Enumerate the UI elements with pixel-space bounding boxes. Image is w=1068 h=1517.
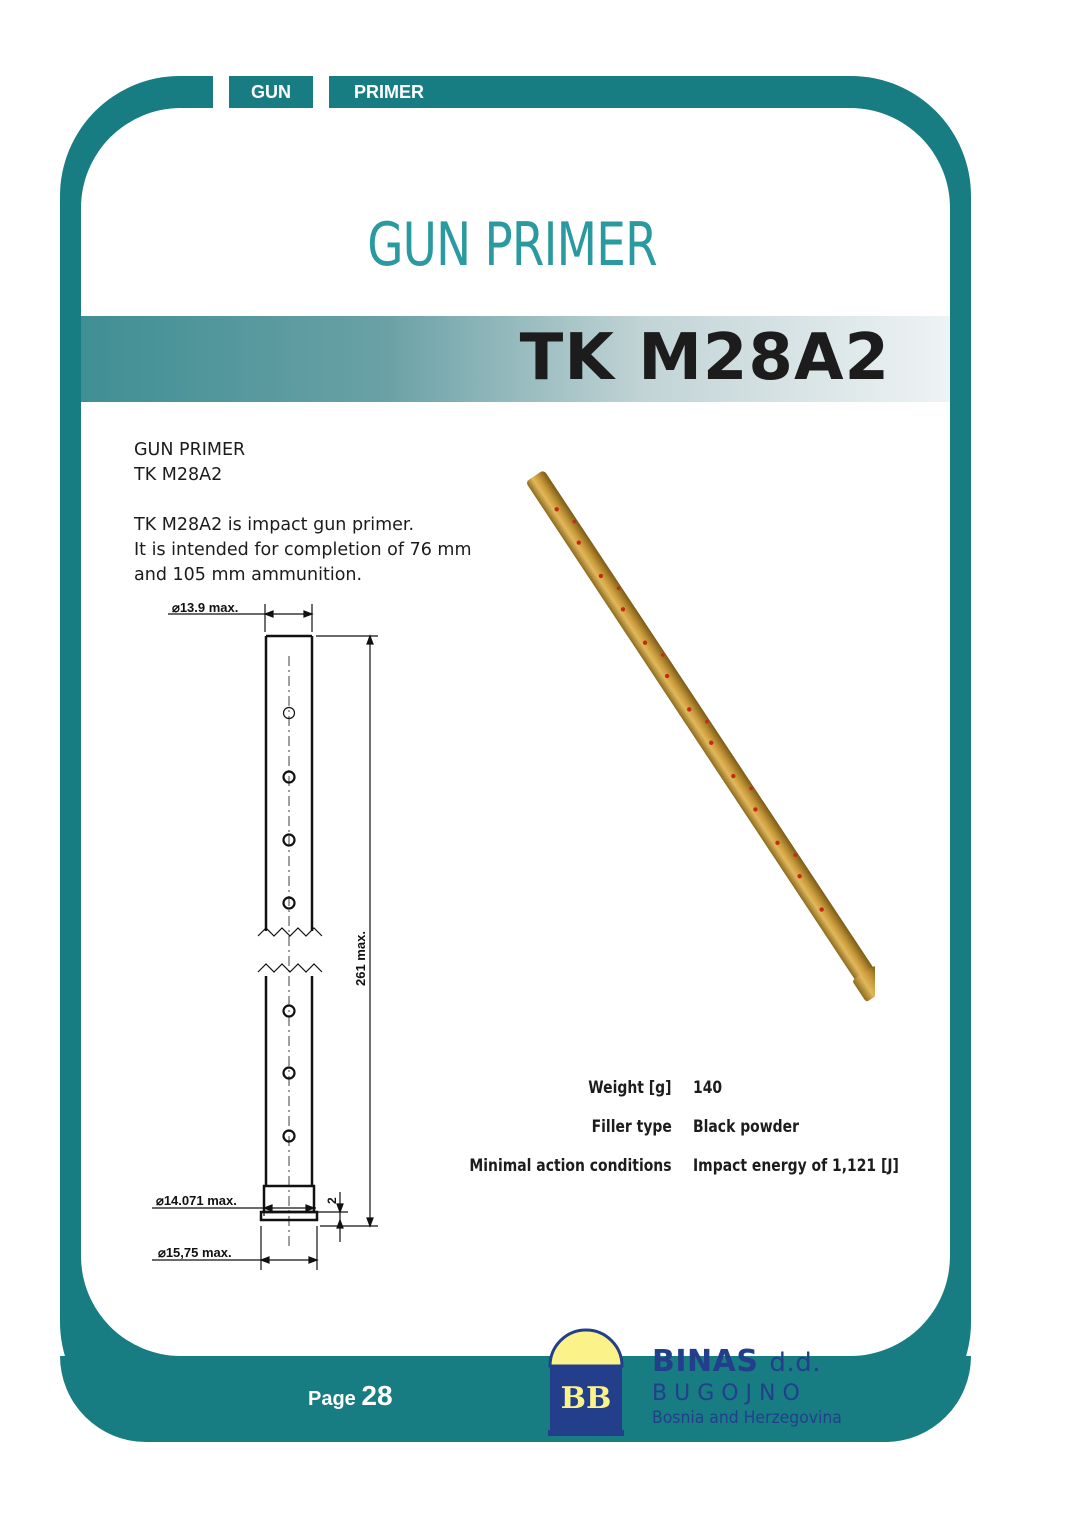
page-title: GUN PRIMER <box>367 210 657 280</box>
company-brand <box>652 1344 858 1428</box>
intro-text <box>134 438 472 588</box>
intro-line: TK M28A2 <box>134 465 223 485</box>
spec-label: Minimal action conditions <box>469 1156 672 1176</box>
dim-length-label: 261 max. <box>353 931 368 986</box>
model-heading: TK M28A2 <box>519 321 890 395</box>
product-photo <box>515 465 875 1025</box>
spec-row <box>470 1117 910 1156</box>
dim-top-label: ⌀13.9 max. <box>172 600 239 615</box>
footer-bar-left <box>60 1356 516 1442</box>
spec-label: Weight [g] <box>588 1078 672 1098</box>
spec-value: Impact energy of 1,121 [J] <box>693 1156 899 1176</box>
spec-row <box>470 1078 910 1117</box>
footer-bar-right <box>854 1356 971 1442</box>
dim-rim-height-label: 2 <box>325 1197 339 1204</box>
page-number <box>308 1380 393 1412</box>
tab-primer: PRIMER <box>329 76 489 108</box>
brand-city: BUGOJNO <box>652 1381 807 1406</box>
page-number-value: 28 <box>361 1380 393 1411</box>
intro-line: It is intended for completion of 76 mm <box>134 540 472 560</box>
spec-value: 140 <box>693 1078 723 1098</box>
brand-name: BINAS <box>652 1344 759 1379</box>
technical-drawing <box>140 596 400 1276</box>
spec-table <box>470 1078 910 1195</box>
brand-country: Bosnia and Herzegovina <box>652 1408 842 1428</box>
dim-rim-label: ⌀15,75 max. <box>158 1245 232 1260</box>
company-logo <box>546 1326 626 1438</box>
brand-suffix: d.d. <box>769 1348 821 1378</box>
spec-label: Filler type <box>591 1117 672 1137</box>
intro-line: and 105 mm ammunition. <box>134 565 363 585</box>
tab-gun: GUN <box>229 76 313 108</box>
page-word: Page <box>308 1388 356 1410</box>
tab-separator <box>213 70 229 110</box>
dim-base-label: ⌀14.071 max. <box>156 1193 237 1208</box>
intro-line: GUN PRIMER <box>134 440 246 460</box>
spec-value: Black powder <box>693 1117 799 1137</box>
intro-line: TK M28A2 is impact gun primer. <box>134 515 415 535</box>
tab-separator <box>313 70 329 110</box>
spec-row <box>470 1156 910 1195</box>
logo-text: BB <box>560 1381 612 1416</box>
